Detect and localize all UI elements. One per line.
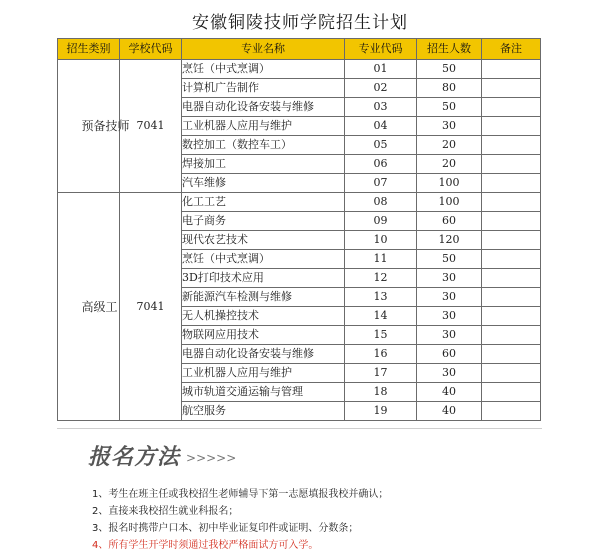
major-name-cell: 汽车维修	[182, 174, 345, 193]
major-code-cell: 03	[345, 98, 417, 117]
major-code-cell: 12	[345, 269, 417, 288]
remark-cell	[482, 212, 541, 231]
major-name-cell: 现代农艺技术	[182, 231, 345, 250]
enroll-count-cell: 60	[417, 212, 482, 231]
method-arrows: >>>>>	[186, 451, 237, 465]
major-code-cell: 11	[345, 250, 417, 269]
enroll-count-cell: 50	[417, 98, 482, 117]
category-cell	[58, 60, 130, 193]
method-heading-text: 报名方法	[88, 445, 181, 470]
major-code-cell: 09	[345, 212, 417, 231]
header-major-name: 专业名称	[182, 39, 345, 60]
enroll-count-cell: 50	[417, 250, 482, 269]
category-label: 高级工	[81, 299, 118, 314]
major-code-cell: 18	[345, 383, 417, 402]
table-body	[58, 60, 541, 421]
remark-cell	[482, 307, 541, 326]
enroll-count-cell: 30	[417, 269, 482, 288]
major-code-cell: 02	[345, 79, 417, 98]
enroll-count-cell: 30	[417, 307, 482, 326]
major-name-cell: 电器自动化设备安装与维修	[182, 98, 345, 117]
header-enroll-count: 招生人数	[417, 39, 482, 60]
step-item: 1、考生在班主任或我校招生老师辅导下第一志愿填报我校并确认；	[92, 489, 389, 500]
enroll-count-cell: 30	[417, 117, 482, 136]
major-code-cell: 07	[345, 174, 417, 193]
major-name-cell: 无人机操控技术	[182, 307, 345, 326]
step-item: 2、直接来我校招生就业科报名；	[92, 506, 239, 517]
major-name-cell: 新能源汽车检测与维修	[182, 288, 345, 307]
major-name-cell: 3D打印技术应用	[182, 269, 345, 288]
school-code-cell: 7041	[120, 193, 182, 421]
enroll-count-cell: 40	[417, 402, 482, 421]
remark-cell	[482, 174, 541, 193]
remark-cell	[482, 155, 541, 174]
header-category: 招生类别	[58, 39, 120, 60]
remark-cell	[482, 288, 541, 307]
remark-cell	[482, 250, 541, 269]
table-header-row	[58, 39, 541, 60]
enroll-count-cell: 80	[417, 79, 482, 98]
table-row	[58, 193, 541, 212]
major-name-cell: 烹饪（中式烹调）	[182, 250, 345, 269]
category-cell	[58, 193, 120, 421]
remark-cell	[482, 345, 541, 364]
remark-cell	[482, 136, 541, 155]
major-code-cell: 08	[345, 193, 417, 212]
major-name-cell: 航空服务	[182, 402, 345, 421]
header-school-code: 学校代码	[120, 39, 182, 60]
remark-cell	[482, 402, 541, 421]
step-item-warning: 4、所有学生开学时须通过我校严格面试方可入学。	[92, 540, 319, 551]
enroll-count-cell: 40	[417, 383, 482, 402]
major-name-cell: 物联网应用技术	[182, 326, 345, 345]
remark-cell	[482, 269, 541, 288]
step-item: 3、报名时携带户口本、初中毕业证复印件或证明、分数条；	[92, 523, 359, 534]
method-heading	[88, 440, 236, 471]
major-code-cell: 04	[345, 117, 417, 136]
enroll-count-cell: 20	[417, 155, 482, 174]
enroll-count-cell: 30	[417, 288, 482, 307]
major-name-cell: 电器自动化设备安装与维修	[182, 345, 345, 364]
remark-cell	[482, 364, 541, 383]
major-code-cell: 17	[345, 364, 417, 383]
major-code-cell: 10	[345, 231, 417, 250]
remark-cell	[482, 383, 541, 402]
major-code-cell: 14	[345, 307, 417, 326]
major-name-cell: 电子商务	[182, 212, 345, 231]
major-code-cell: 05	[345, 136, 417, 155]
remark-cell	[482, 117, 541, 136]
major-code-cell: 19	[345, 402, 417, 421]
header-remark: 备注	[482, 39, 541, 60]
remark-cell	[482, 79, 541, 98]
major-name-cell: 工业机器人应用与维护	[182, 364, 345, 383]
major-code-cell: 15	[345, 326, 417, 345]
major-name-cell: 城市轨道交通运输与管理	[182, 383, 345, 402]
major-code-cell: 01	[345, 60, 417, 79]
major-code-cell: 13	[345, 288, 417, 307]
steps-list	[92, 486, 388, 554]
enroll-count-cell: 120	[417, 231, 482, 250]
enroll-count-cell: 50	[417, 60, 482, 79]
remark-cell	[482, 98, 541, 117]
table-row	[58, 60, 541, 79]
major-name-cell: 烹饪（中式烹调）	[182, 60, 345, 79]
major-name-cell: 工业机器人应用与维护	[182, 117, 345, 136]
major-code-cell: 16	[345, 345, 417, 364]
enroll-count-cell: 30	[417, 326, 482, 345]
enroll-count-cell: 30	[417, 364, 482, 383]
header-major-code: 专业代码	[345, 39, 417, 60]
remark-cell	[482, 231, 541, 250]
enroll-count-cell: 60	[417, 345, 482, 364]
section-divider	[57, 428, 542, 429]
remark-cell	[482, 60, 541, 79]
enroll-count-cell: 20	[417, 136, 482, 155]
category-label: 预备技师	[81, 119, 130, 133]
major-name-cell: 焊接加工	[182, 155, 345, 174]
major-name-cell: 化工工艺	[182, 193, 345, 212]
page-title: 安徽铜陵技师学院招生计划	[192, 13, 408, 33]
major-code-cell: 06	[345, 155, 417, 174]
enroll-count-cell: 100	[417, 193, 482, 212]
enrollment-plan-table	[57, 38, 541, 421]
school-code-cell: 7041	[120, 60, 182, 193]
major-name-cell: 计算机广告制作	[182, 79, 345, 98]
major-name-cell: 数控加工（数控车工）	[182, 136, 345, 155]
enroll-count-cell: 100	[417, 174, 482, 193]
remark-cell	[482, 193, 541, 212]
remark-cell	[482, 326, 541, 345]
